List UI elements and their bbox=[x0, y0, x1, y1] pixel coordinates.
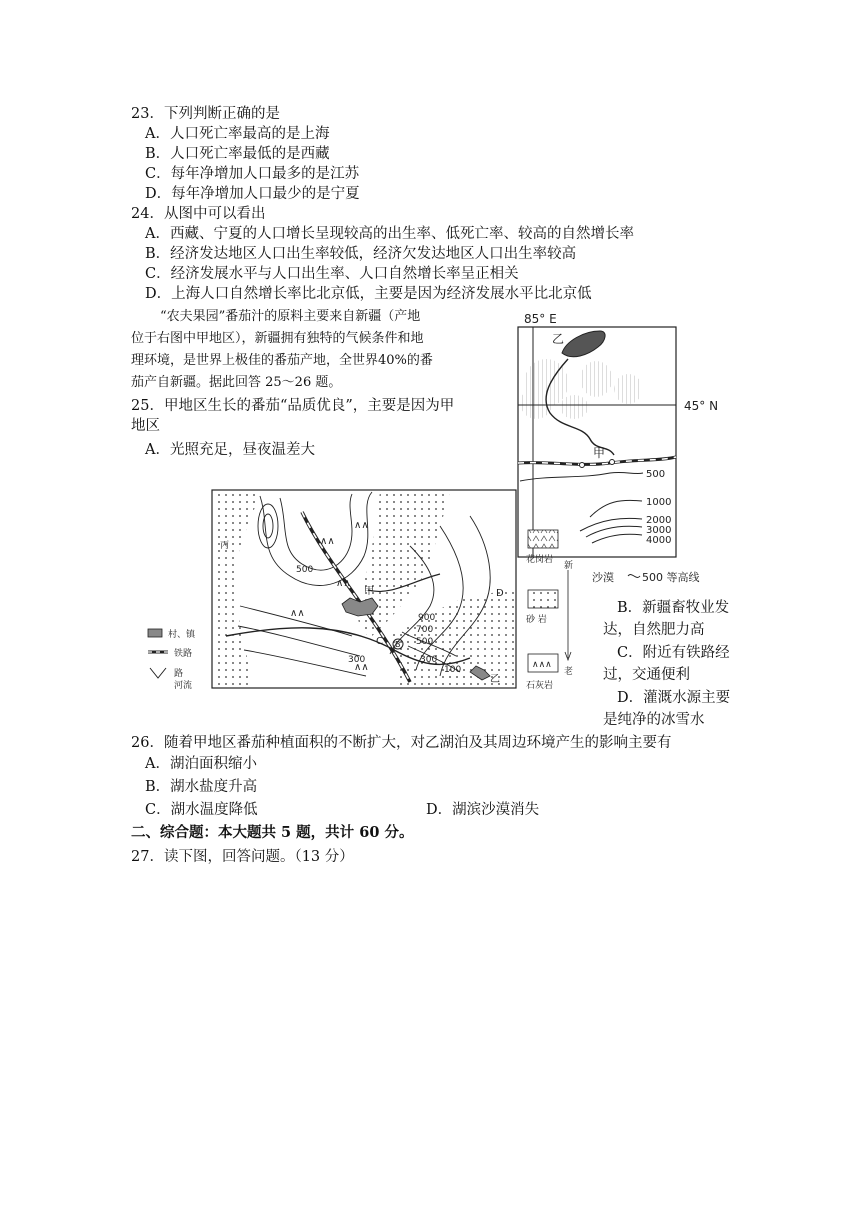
label-jia: 甲 bbox=[364, 586, 374, 597]
contour-label-500: 500 bbox=[646, 469, 666, 480]
label-river: 丙 bbox=[220, 541, 230, 551]
q25-option-a: A．光照充足，昼夜温差大 bbox=[145, 442, 315, 458]
contour-label-2000: 2000 bbox=[646, 515, 672, 526]
contour-label-7: 100 bbox=[444, 665, 462, 675]
contour-label-1000: 1000 bbox=[646, 497, 672, 508]
intro-line-1: “农夫果园”番茄汁的原料主要来自新疆（产地 bbox=[160, 309, 421, 324]
q25-stem-line-2: 地区 bbox=[131, 418, 160, 434]
contour-label-3: 900 bbox=[418, 613, 436, 623]
legend-village-icon bbox=[148, 629, 162, 637]
q26-option-b: B．湖水盐度升高 bbox=[145, 779, 258, 795]
q26-option-a: A．湖泊面积缩小 bbox=[145, 756, 257, 772]
contour-label-4: 700 bbox=[416, 625, 434, 635]
label-yi: 乙 bbox=[490, 674, 500, 685]
legend-granite-icon bbox=[528, 530, 558, 548]
lon-label: 85° E bbox=[524, 312, 557, 326]
contour-label-1: 500 bbox=[296, 565, 314, 575]
intro-line-4: 茄产自新疆。据此回答 25～26 题。 bbox=[131, 375, 342, 390]
svg-text:∧∧∧: ∧∧∧ bbox=[532, 660, 552, 670]
legend-sandstone-icon bbox=[528, 590, 558, 608]
legend-sandstone: 砂 岩 bbox=[526, 615, 547, 625]
label-d: D bbox=[496, 588, 504, 599]
topo-map bbox=[140, 486, 600, 696]
q26-stem: 26．随着甲地区番茄种植面积的不断扩大，对乙湖泊及其周边环境产生的影响主要有 bbox=[131, 735, 672, 751]
contour-label-2: 300 bbox=[348, 655, 366, 665]
svg-text:∧∧: ∧∧ bbox=[290, 608, 305, 619]
label-b: B bbox=[395, 640, 401, 649]
svg-text:∧∧: ∧∧ bbox=[336, 578, 351, 589]
q24-option-c: C．经济发展水平与人口出生率、人口自然增长率呈正相关 bbox=[145, 266, 519, 282]
age-new: 新 bbox=[564, 561, 574, 571]
legend-contour-icon bbox=[628, 575, 640, 578]
q25-option-c-line-1: C．附近有铁路经 bbox=[617, 645, 730, 661]
q23-stem: 23．下列判断正确的是 bbox=[131, 106, 280, 122]
q26-option-d: D．湖滨沙漠消失 bbox=[426, 802, 540, 818]
contour-label-6: 300 bbox=[420, 655, 438, 665]
svg-text:∧∧: ∧∧ bbox=[320, 536, 335, 547]
q25-option-d-line-1: D．灌溉水源主要 bbox=[617, 690, 731, 706]
q24-option-d: D．上海人口自然增长率比北京低，主要是因为经济发展水平比北京低 bbox=[145, 286, 592, 302]
q23-option-b: B．人口死亡率最低的是西藏 bbox=[145, 146, 330, 162]
site-label: 甲 bbox=[593, 446, 606, 460]
legend-road: 路 bbox=[174, 669, 184, 679]
contour-label-5: 500 bbox=[416, 637, 434, 647]
legend-village: 村、镇 bbox=[168, 630, 196, 640]
q23-option-c: C．每年净增加人口最多的是江苏 bbox=[145, 166, 360, 182]
q25-option-b-line-1: B．新疆畜牧业发 bbox=[617, 600, 730, 616]
legend-contour: 500 等高线 bbox=[642, 571, 700, 584]
legend-desert: 沙漠 bbox=[592, 571, 614, 584]
q26-option-c: C．湖水温度降低 bbox=[145, 802, 258, 818]
legend-railway: 铁路 bbox=[174, 649, 193, 659]
svg-text:∧∧: ∧∧ bbox=[354, 662, 369, 673]
svg-text:∧∧: ∧∧ bbox=[354, 520, 369, 531]
legend-granite: 花岗岩 bbox=[526, 555, 554, 565]
legend-limestone: 石灰岩 bbox=[526, 681, 554, 691]
contour-label-4000: 4000 bbox=[646, 535, 672, 546]
q25-option-c-line-2: 过，交通便利 bbox=[603, 667, 690, 683]
contour-label-3000: 3000 bbox=[646, 525, 672, 536]
section-heading: 二、综合题：本大题共 5 题，共计 60 分。 bbox=[131, 824, 414, 841]
intro-line-2: 位于右图中甲地区），新疆拥有独特的气候条件和地 bbox=[131, 331, 424, 346]
q27-stem: 27．读下图，回答问题。（13 分） bbox=[131, 849, 354, 865]
legend-river: 河流 bbox=[174, 681, 193, 691]
q24-stem: 24．从图中可以看出 bbox=[131, 206, 266, 222]
age-old: 老 bbox=[564, 667, 574, 677]
q25-option-b-line-2: 达，自然肥力高 bbox=[603, 622, 705, 638]
label-c: C bbox=[376, 636, 383, 647]
q23-option-a: A．人口死亡率最高的是上海 bbox=[145, 126, 330, 142]
lake-label: 乙 bbox=[552, 332, 565, 346]
lat-label: 45° N bbox=[684, 399, 719, 413]
q24-option-a: A．西藏、宁夏的人口增长呈现较高的出生率、低死亡率、较高的自然增长率 bbox=[145, 226, 634, 242]
q23-option-d: D．每年净增加人口最少的是宁夏 bbox=[145, 186, 360, 202]
q24-option-b: B．经济发达地区人口出生率较低，经济欠发达地区人口出生率较高 bbox=[145, 246, 577, 262]
intro-line-3: 理环境，是世界上极佳的番茄产地，全世界40%的番 bbox=[131, 353, 433, 368]
q25-option-d-line-2: 是纯净的冰雪水 bbox=[603, 712, 705, 728]
legend-road-river-icon bbox=[150, 668, 166, 678]
q25-stem-line-1: 25．甲地区生长的番茄“品质优良”，主要是因为甲 bbox=[131, 398, 455, 414]
